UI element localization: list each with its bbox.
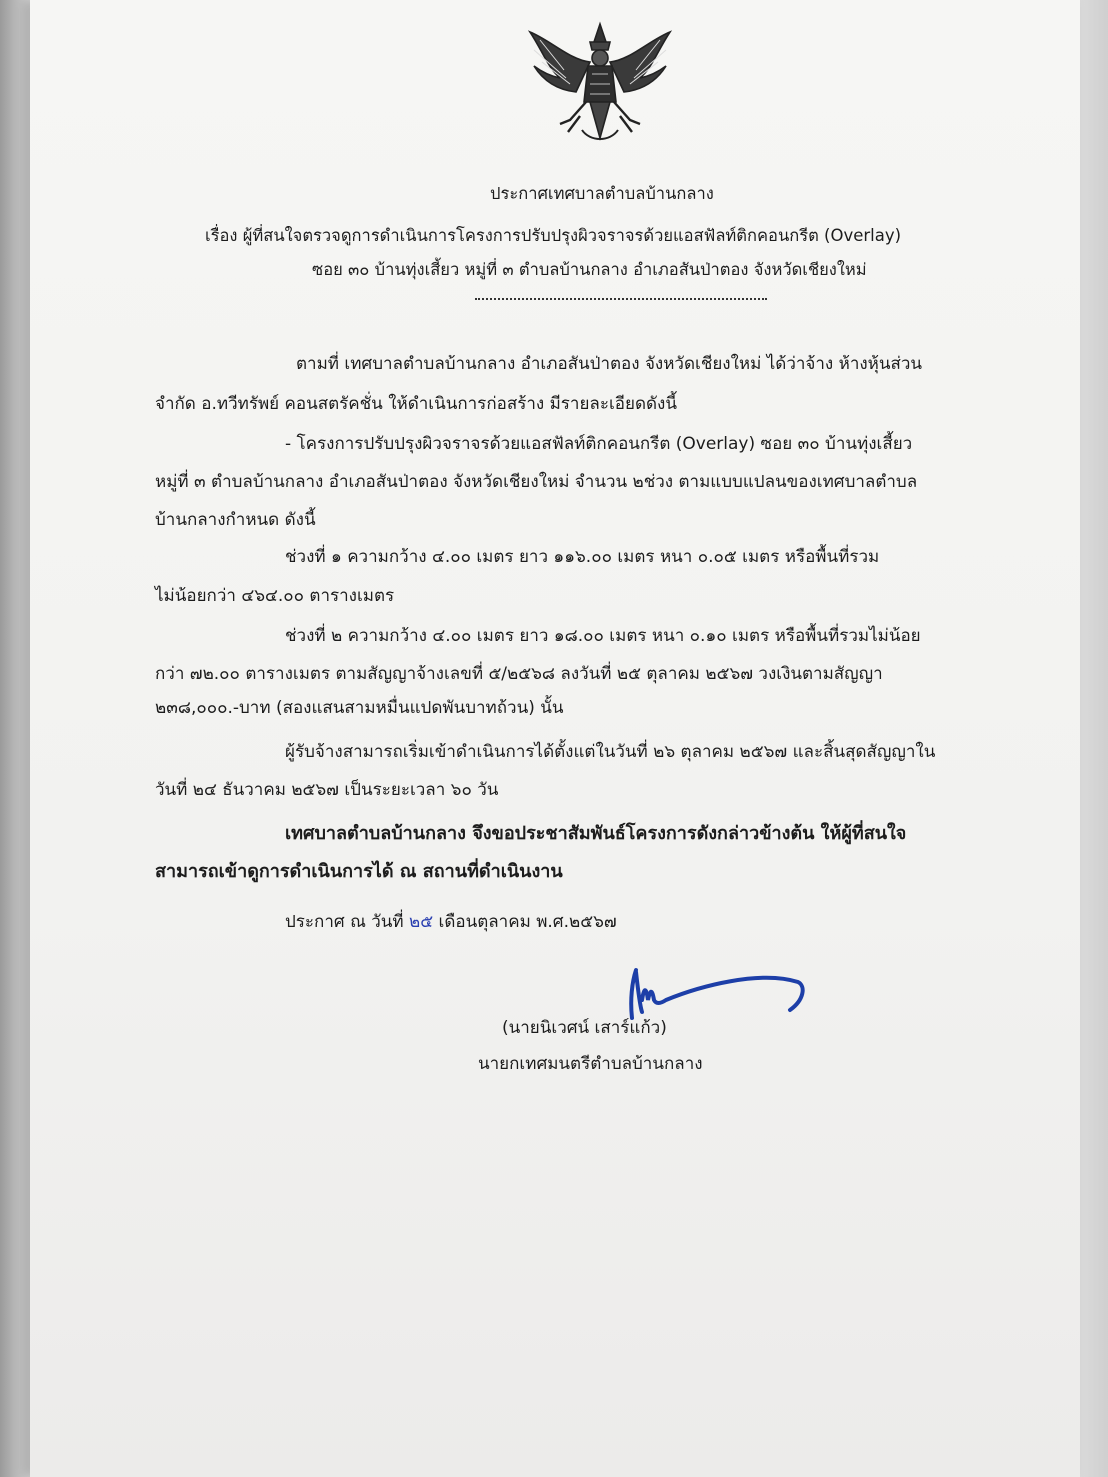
paragraph-6-line-2: สามารถเข้าดูการดำเนินการได้ ณ สถานที่ดำเนินงาน xyxy=(155,861,563,882)
paragraph-4-line-2: กว่า ๗๒.๐๐ ตารางเมตร ตามสัญญาจ้างเลขที่ ๕/๒๕๖๘ ลงวันที่ ๒๕ ตุลาคม ๒๕๖๗ วงเงินตามสัญญา xyxy=(155,664,883,684)
announce-day-handwritten: ๒๕ xyxy=(409,912,434,932)
paragraph-4-line-3: ๒๓๘,๐๐๐.-บาท (สองแสนสามหมื่นแปดพันบาทถ้วน) นั้น xyxy=(155,698,564,718)
document-title: ประกาศเทศบาลตำบลบ้านกลาง xyxy=(490,184,714,203)
paragraph-1-line-2: จำกัด อ.ทวีทรัพย์ คอนสตรัคชั่น ให้ดำเนินการก่อสร้าง มีรายละเอียดดังนี้ xyxy=(155,394,677,414)
announce-suffix: เดือนตุลาคม พ.ศ.๒๕๖๗ xyxy=(438,912,617,932)
paragraph-1-line-1: ตามที่ เทศบาลตำบลบ้านกลาง อำเภอสันป่าตอง จังหวัดเชียงใหม่ ได้ว่าจ้าง ห้างหุ้นส่วน xyxy=(296,354,923,374)
signatory-position: นายกเทศมนตรีตำบลบ้านกลาง xyxy=(478,1054,703,1074)
document-page xyxy=(30,0,1080,1477)
paragraph-2-line-1: - โครงการปรับปรุงผิวจราจรด้วยแอสฟัลท์ติกคอนกรีต (Overlay) ซอย ๓๐ บ้านทุ่งเสี้ยว xyxy=(285,434,913,454)
announce-prefix: ประกาศ ณ วันที่ xyxy=(285,912,404,932)
paragraph-5-line-1: ผู้รับจ้างสามารถเริ่มเข้าดำเนินการได้ตั้งแต่ในวันที่ ๒๖ ตุลาคม ๒๕๖๗ และสิ้นสุดสัญญาใน xyxy=(285,742,936,762)
paragraph-6-line-1: เทศบาลตำบลบ้านกลาง จึงขอประชาสัมพันธ์โครงการดังกล่าวข้างต้น ให้ผู้ที่สนใจ xyxy=(285,823,907,844)
subject-line-2: ซอย ๓๐ บ้านทุ่งเสี้ยว หมู่ที่ ๓ ตำบลบ้านกลาง อำเภอสันป่าตอง จังหวัดเชียงใหม่ xyxy=(312,260,867,279)
garuda-emblem-icon xyxy=(520,20,680,150)
paragraph-5-line-2: วันที่ ๒๔ ธันวาคม ๒๕๖๗ เป็นระยะเวลา ๖๐ วัน xyxy=(155,780,499,800)
paragraph-2-line-2: หมู่ที่ ๓ ตำบลบ้านกลาง อำเภอสันป่าตอง จังหวัดเชียงใหม่ จำนวน ๒ช่วง ตามแบบแปลนของเทศบาลตำบล xyxy=(155,472,918,492)
paragraph-4-line-1: ช่วงที่ ๒ ความกว้าง ๔.๐๐ เมตร ยาว ๑๘.๐๐ เมตร หนา ๐.๑๐ เมตร หรือพื้นที่รวมไม่น้อย xyxy=(285,626,921,646)
paragraph-2-line-3: บ้านกลางกำหนด ดังนี้ xyxy=(155,510,316,530)
signatory-name: (นายนิเวศน์ เสาร์แก้ว) xyxy=(502,1018,667,1038)
title-divider xyxy=(475,298,767,300)
subject-line-1: เรื่อง ผู้ที่สนใจตรวจดูการดำเนินการโครงการปรับปรุงผิวจราจรด้วยแอสฟัลท์ติกคอนกรีต (Overlay) xyxy=(205,226,902,245)
paragraph-3-line-1: ช่วงที่ ๑ ความกว้าง ๔.๐๐ เมตร ยาว ๑๑๖.๐๐ เมตร หนา ๐.๐๕ เมตร หรือพื้นที่รวม xyxy=(285,547,880,567)
announce-date xyxy=(285,910,617,934)
paragraph-3-line-2: ไม่น้อยกว่า ๔๖๔.๐๐ ตารางเมตร xyxy=(155,586,395,606)
